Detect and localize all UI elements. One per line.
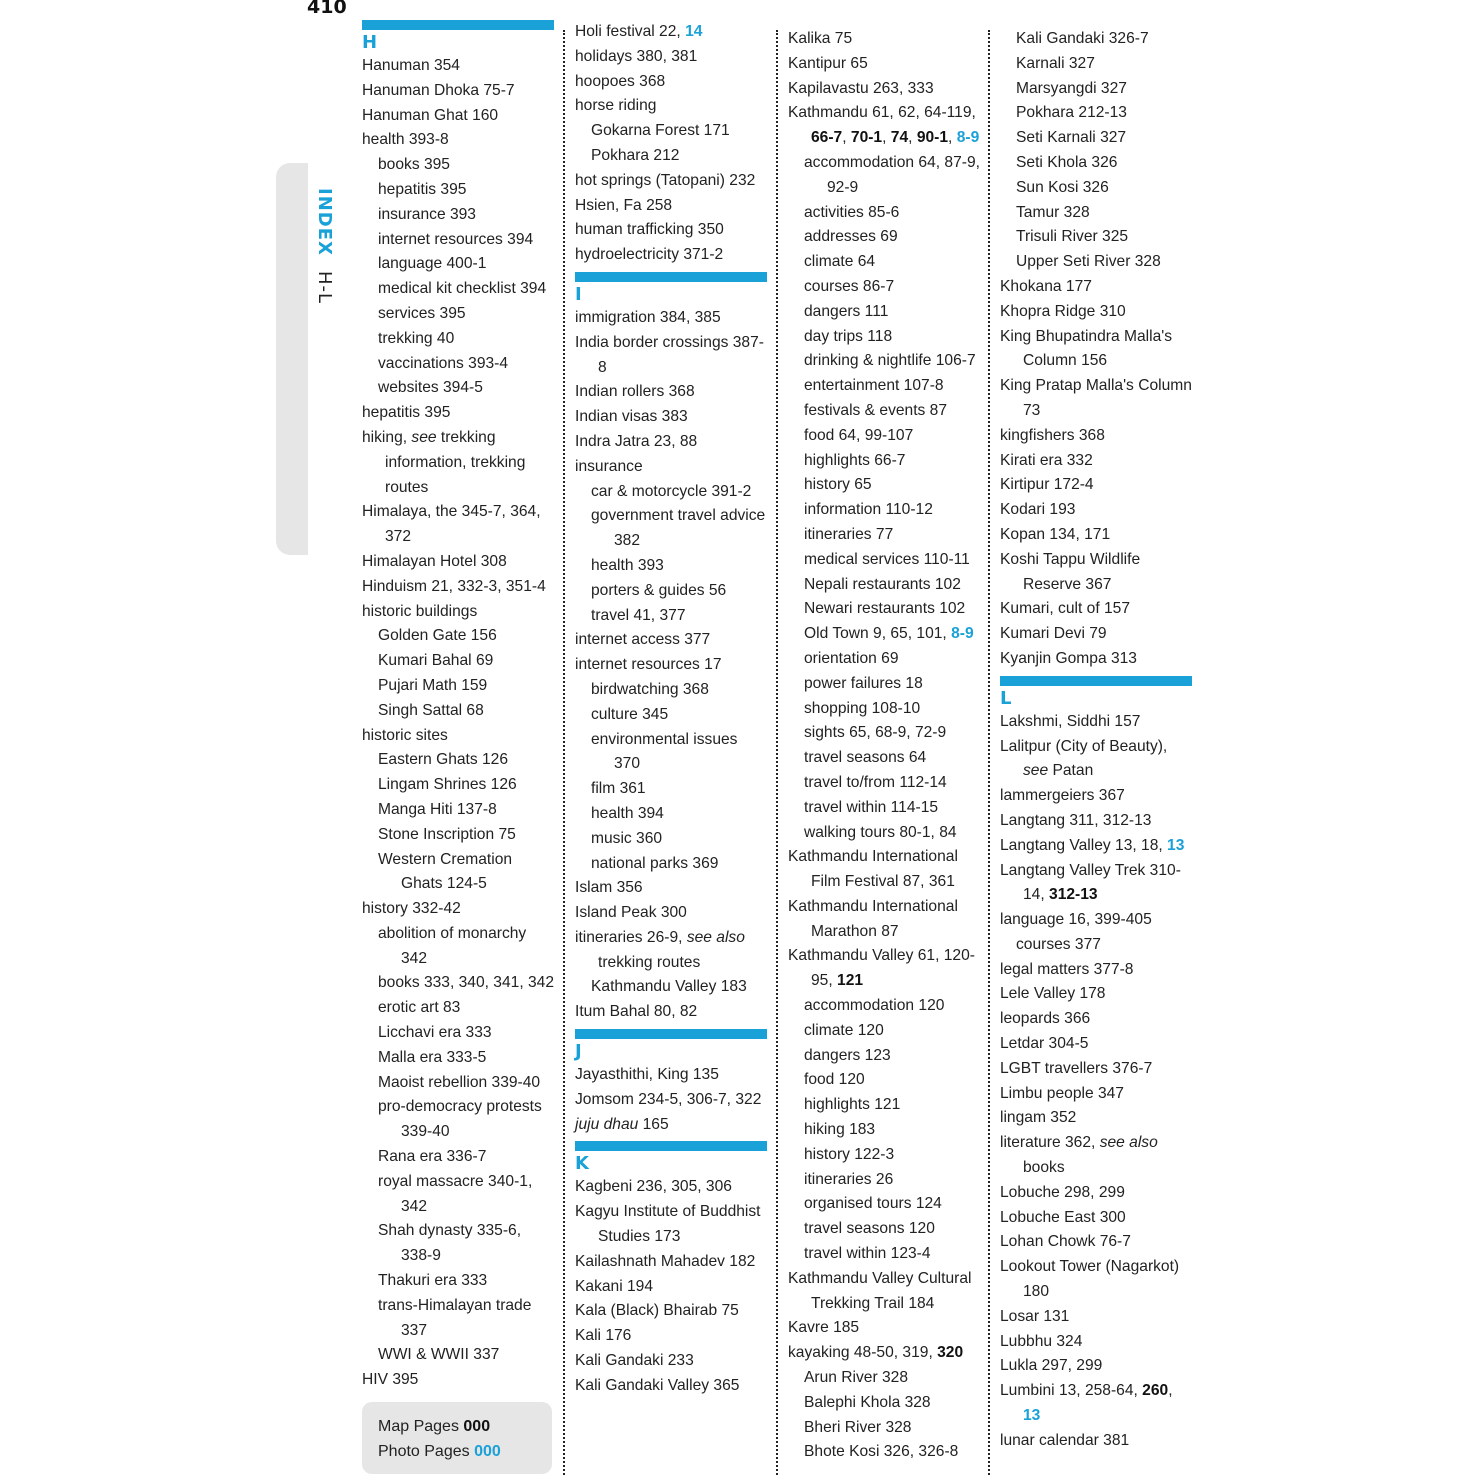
entries [1000, 20, 1192, 1454]
index-subentry: culture 345 [591, 705, 669, 723]
index-entry: insurance [575, 457, 643, 475]
index-subentry: services 395 [378, 304, 466, 322]
index-entry: Kathmandu International Marathon 87 [788, 897, 958, 940]
index-entry: Kala (Black) Bhairab 75 [575, 1302, 739, 1320]
index-range: H-L [314, 271, 335, 305]
index-subentry: Marsyangdi 327 [1016, 79, 1127, 97]
index-entry: itineraries 26-9, see also trekking routes [575, 928, 745, 971]
index-entry: hydroelectricity 371-2 [575, 246, 724, 264]
index-subentry: websites 394-5 [378, 379, 483, 397]
index-entry: Lumbini 13, 258-64, 260, 13 [1000, 1382, 1173, 1425]
index-subentry: Licchavi era 333 [378, 1024, 492, 1042]
index-subentry: porters & guides 56 [591, 581, 727, 599]
index-entry: Letdar 304-5 [1000, 1035, 1089, 1053]
entries [788, 20, 980, 1465]
index-entry: hot springs (Tatopani) 232 [575, 171, 756, 189]
index-entry: Jayasthithi, King 135 [575, 1066, 719, 1084]
index-subentry: health 393 [591, 556, 664, 574]
index-entry: Kathmandu International Film Festival 87, 361 [788, 848, 958, 891]
index-subentry: shopping 108-10 [804, 699, 921, 717]
index-subentry: Eastern Ghats 126 [378, 751, 509, 769]
index-entry: lingam 352 [1000, 1109, 1077, 1127]
index-subentry: insurance 393 [378, 205, 476, 223]
index-subentry: hiking 183 [804, 1121, 876, 1139]
index-subentry: addresses 69 [804, 228, 898, 246]
index-entry: HIV 395 [362, 1371, 419, 1389]
index-subentry: books 333, 340, 341, 342 [378, 974, 555, 992]
index-entry: Kumari, cult of 157 [1000, 600, 1131, 618]
entries [362, 20, 554, 1393]
index-subentry: government travel advice 382 [591, 507, 766, 550]
index-entry: Kavre 185 [788, 1319, 860, 1337]
index-subentry: organised tours 124 [804, 1195, 942, 1213]
section-l [1000, 676, 1192, 710]
index-entry: Kirati era 332 [1000, 451, 1093, 469]
index-entry: Lobuche 298, 299 [1000, 1183, 1125, 1201]
index-subentry: hepatitis 395 [378, 180, 467, 198]
index-subentry: Seti Khola 326 [1016, 153, 1118, 171]
index-side-tab [276, 163, 308, 555]
index-entry: Kumari Devi 79 [1000, 625, 1107, 643]
index-entry: historic buildings [362, 602, 478, 620]
index-subentry: Kali Gandaki 326-7 [1016, 30, 1149, 47]
section-letter: L [1000, 687, 1012, 709]
index-subentry: Nepali restaurants 102 [804, 575, 961, 593]
index-subentry: walking tours 80-1, 84 [804, 823, 957, 841]
index-subentry: trekking 40 [378, 329, 455, 347]
section-j [575, 1029, 767, 1063]
index-entry: Lele Valley 178 [1000, 985, 1106, 1003]
index-subentry: music 360 [591, 829, 663, 847]
index-subentry: Seti Karnali 327 [1016, 129, 1127, 147]
index-subentry: itineraries 77 [804, 525, 894, 543]
index-label: INDEX [314, 188, 335, 256]
index-subentry: Western Cremation Ghats 124-5 [378, 850, 513, 893]
index-entry: kayaking 48-50, 319, 320 [788, 1344, 964, 1362]
index-entry: Langtang 311, 312-13 [1000, 811, 1152, 829]
index-entry: Indra Jatra 23, 88 [575, 432, 698, 450]
index-subentry: Karnali 327 [1016, 54, 1095, 72]
index-subentry: erotic art 83 [378, 999, 461, 1017]
index-subentry: Gokarna Forest 171 [591, 122, 730, 140]
section-bar [1000, 676, 1192, 686]
index-entry: Langtang Valley Trek 310-14, 312-13 [1000, 861, 1181, 904]
index-subentry: birdwatching 368 [591, 680, 709, 698]
page-number: 410 [307, 0, 347, 18]
index-subentry: day trips 118 [804, 327, 893, 345]
index-entry: Lohan Chowk 76-7 [1000, 1233, 1131, 1251]
index-entry: Kopan 134, 171 [1000, 525, 1111, 543]
index-entry: Hanuman 354 [362, 57, 460, 74]
index-entry: hepatitis 395 [362, 404, 451, 422]
section-letter: K [575, 1153, 589, 1175]
index-subentry: activities 85-6 [804, 203, 900, 221]
legend-map-pages [378, 1414, 552, 1439]
index-entry: Lobuche East 300 [1000, 1208, 1126, 1226]
index-subentry: Kumari Bahal 69 [378, 652, 494, 670]
index-entry: historic sites [362, 726, 448, 744]
index-subentry: vaccinations 393-4 [378, 354, 509, 372]
index-subentry: highlights 121 [804, 1096, 901, 1114]
index-entry: Kali Gandaki Valley 365 [575, 1376, 740, 1394]
index-entry: Kantipur 65 [788, 54, 868, 72]
index-entry: Itum Bahal 80, 82 [575, 1003, 698, 1021]
index-subentry: food 64, 99-107 [804, 426, 914, 444]
index-entry: Indian visas 383 [575, 408, 688, 426]
index-subentry: power failures 18 [804, 674, 923, 692]
index-subentry: Malla era 333-5 [378, 1048, 487, 1066]
index-subentry: royal massacre 340-1, 342 [378, 1172, 533, 1215]
index-subentry: Balephi Khola 328 [804, 1393, 931, 1411]
index-entry: Kailashnath Mahadev 182 [575, 1252, 756, 1270]
index-subentry: medical kit checklist 394 [378, 280, 547, 298]
index-entry: Kali Gandaki 233 [575, 1352, 694, 1370]
index-subentry: Sun Kosi 326 [1016, 178, 1109, 196]
index-entry: Holi festival 22, 14 [575, 23, 703, 40]
index-entry: Lalitpur (City of Beauty), see Patan [1000, 737, 1168, 780]
section-bar [575, 1141, 767, 1151]
index-entry: Indian rollers 368 [575, 383, 695, 401]
index-column-1 [362, 20, 554, 1481]
index-entry: Kathmandu Valley 61, 120-95, 121 [788, 947, 975, 990]
index-entry: kingfishers 368 [1000, 426, 1105, 444]
index-entry: Kagyu Institute of Buddhist Studies 173 [575, 1203, 761, 1246]
index-entry: Jomsom 234-5, 306-7, 322 [575, 1090, 762, 1108]
legend-photo-value: 000 [474, 1443, 501, 1460]
index-entry: Himalaya, the 345-7, 364, 372 [362, 503, 541, 546]
index-entry: Kathmandu Valley Cultural Trekking Trail 184 [788, 1269, 972, 1312]
section-letter: H [362, 32, 378, 53]
index-subentry: sights 65, 68-9, 72-9 [804, 724, 947, 742]
index-column-2 [575, 20, 767, 1481]
index-subentry: Maoist rebellion 339-40 [378, 1073, 541, 1091]
index-entry: Langtang Valley 13, 18, 13 [1000, 836, 1185, 854]
index-subentry: climate 120 [804, 1021, 884, 1039]
index-side-tab-label [314, 188, 335, 304]
index-column-4 [1000, 20, 1192, 1481]
index-entry: King Bhupatindra Malla's Column 156 [1000, 327, 1173, 370]
section-i [575, 272, 767, 306]
index-entry: hiking, see trekking information, trekking routes [362, 428, 526, 496]
index-subentry: accommodation 120 [804, 997, 945, 1015]
index-entry: lunar calendar 381 [1000, 1431, 1130, 1449]
column-divider [563, 30, 565, 1475]
index-subentry: Golden Gate 156 [378, 627, 497, 645]
index-entry: leopards 366 [1000, 1010, 1091, 1028]
legend-map-value: 000 [463, 1418, 491, 1435]
section-letter: I [575, 283, 582, 305]
index-column-3 [788, 20, 980, 1481]
index-subentry: Rana era 336-7 [378, 1148, 487, 1166]
index-subentry: Trisuli River 325 [1016, 228, 1129, 246]
index-entry: Hsien, Fa 258 [575, 196, 673, 214]
entries [575, 20, 767, 1399]
index-subentry: dangers 111 [804, 302, 889, 320]
index-entry: internet access 377 [575, 631, 711, 649]
index-subentry: orientation 69 [804, 649, 899, 667]
index-entry: human trafficking 350 [575, 221, 724, 239]
index-subentry: books 395 [378, 156, 450, 174]
index-subentry: car & motorcycle 391-2 [591, 482, 752, 500]
index-subentry: Thakuri era 333 [378, 1272, 488, 1290]
index-subentry: entertainment 107-8 [804, 377, 944, 395]
index-entry: Lookout Tower (Nagarkot) 180 [1000, 1258, 1180, 1301]
index-subentry: travel within 114-15 [804, 798, 939, 816]
index-subentry: Bhote Kosi 326, 326-8 [804, 1443, 959, 1461]
index-entry: Khokana 177 [1000, 277, 1092, 295]
index-subentry: Upper Seti River 328 [1016, 253, 1161, 271]
section-letter: J [575, 1041, 582, 1063]
index-entry: hoopoes 368 [575, 72, 666, 90]
index-subentry: travel to/from 112-14 [804, 773, 947, 791]
index-subentry: Pokhara 212 [591, 146, 680, 164]
index-entry: immigration 384, 385 [575, 308, 721, 326]
index-entry: Kali 176 [575, 1327, 632, 1345]
index-subentry: travel seasons 120 [804, 1220, 935, 1238]
index-subentry: drinking & nightlife 106-7 [804, 352, 976, 370]
index-subentry: travel 41, 377 [591, 606, 686, 624]
index-entry: Kodari 193 [1000, 501, 1076, 519]
index-subentry: Pokhara 212-13 [1016, 104, 1127, 122]
index-entry: Losar 131 [1000, 1307, 1070, 1325]
index-subentry: travel within 123-4 [804, 1245, 931, 1263]
index-entry: Lukla 297, 299 [1000, 1357, 1103, 1375]
index-subentry: Shah dynasty 335-6, 338-9 [378, 1222, 522, 1265]
index-entry: Kirtipur 172-4 [1000, 476, 1094, 494]
column-divider [988, 30, 990, 1475]
index-entry: lammergeiers 367 [1000, 787, 1125, 805]
index-entry: Kakani 194 [575, 1277, 654, 1295]
index-subentry: itineraries 26 [804, 1170, 894, 1188]
index-entry: history 332-42 [362, 900, 461, 918]
index-entry: Kalika 75 [788, 30, 853, 47]
index-entry: legal matters 377-8 [1000, 960, 1134, 978]
index-subentry: Tamur 328 [1016, 203, 1090, 221]
index-entry: King Pratap Malla's Column 73 [1000, 377, 1192, 419]
index-entry: holidays 380, 381 [575, 47, 698, 65]
page-legend [362, 1402, 552, 1474]
index-subentry: national parks 369 [591, 854, 719, 872]
index-entry: horse riding [575, 97, 657, 115]
index-subentry: environmental issues 370 [591, 730, 738, 773]
index-subentry: internet resources 394 [378, 230, 534, 248]
section-bar [575, 1029, 767, 1039]
legend-photo-label: Photo Pages [378, 1443, 475, 1460]
index-subentry: courses 377 [1016, 935, 1101, 953]
index-entry: internet resources 17 [575, 656, 722, 674]
index-entry: Lakshmi, Siddhi 157 [1000, 712, 1141, 730]
section-h [362, 20, 554, 54]
section-bar [575, 272, 767, 282]
legend-photo-pages [378, 1439, 552, 1464]
index-subentry: history 65 [804, 476, 872, 494]
index-subentry: Pujari Math 159 [378, 676, 488, 694]
index-subentry: Bheri River 328 [804, 1418, 912, 1436]
index-entry: Hanuman Dhoka 75-7 [362, 81, 515, 99]
index-entry: health 393-8 [362, 131, 449, 149]
index-entry: Kathmandu 61, 62, 64-119, 66-7, 70-1, 74, 90-1, 8-9 [788, 104, 980, 147]
index-entry: LGBT travellers 376-7 [1000, 1059, 1153, 1077]
index-subentry: trans-Himalayan trade 337 [378, 1296, 532, 1339]
index-subentry: courses 86-7 [804, 277, 895, 295]
index-subentry: Singh Sattal 68 [378, 701, 484, 719]
index-subentry: history 122-3 [804, 1145, 895, 1163]
index-subentry: Stone Inscription 75 [378, 825, 516, 843]
index-entry: Islam 356 [575, 879, 643, 897]
index-subentry: dangers 123 [804, 1046, 891, 1064]
index-entry: juju dhau 165 [575, 1115, 669, 1133]
index-subentry: food 120 [804, 1071, 865, 1089]
index-entry: Koshi Tappu Wildlife Reserve 367 [1000, 550, 1141, 593]
index-entry: Hinduism 21, 332-3, 351-4 [362, 577, 546, 595]
index-subentry: highlights 66-7 [804, 451, 906, 469]
index-entry: Kapilavastu 263, 333 [788, 79, 934, 97]
index-subentry: Arun River 328 [804, 1369, 909, 1387]
index-subentry: accommodation 64, 87-9, 92-9 [804, 153, 980, 196]
index-entry: language 16, 399-405 [1000, 911, 1152, 929]
index-subentry: Old Town 9, 65, 101, 8-9 [804, 625, 974, 643]
column-divider [776, 30, 778, 1475]
section-bar [362, 20, 554, 30]
index-subentry: language 400-1 [378, 255, 487, 273]
index-subentry: travel seasons 64 [804, 749, 927, 767]
index-subentry: information 110-12 [804, 501, 933, 519]
index-subentry: Manga Hiti 137-8 [378, 800, 497, 818]
index-entry: Khopra Ridge 310 [1000, 302, 1126, 320]
index-subentry: health 394 [591, 804, 664, 822]
index-subentry: pro-democracy protests 339-40 [378, 1098, 542, 1141]
index-entry: Kyanjin Gompa 313 [1000, 649, 1137, 667]
index-entry: Hanuman Ghat 160 [362, 106, 499, 124]
index-entry: Himalayan Hotel 308 [362, 552, 507, 570]
index-subentry: abolition of monarchy 342 [378, 924, 527, 967]
index-subentry: climate 64 [804, 253, 876, 271]
index-entry: literature 362, see also books [1000, 1134, 1158, 1177]
index-subentry: Lingam Shrines 126 [378, 776, 517, 794]
index-subentry: medical services 110-11 [804, 550, 970, 568]
legend-map-label: Map Pages [378, 1418, 464, 1435]
index-entry: India border crossings 387-8 [575, 333, 764, 376]
index-entry: Island Peak 300 [575, 904, 687, 922]
index-subentry: Newari restaurants 102 [804, 600, 966, 618]
index-entry: Limbu people 347 [1000, 1084, 1124, 1102]
index-subentry: WWI & WWII 337 [378, 1346, 500, 1364]
index-entry: Kagbeni 236, 305, 306 [575, 1178, 732, 1196]
index-entry: Lubbhu 324 [1000, 1332, 1083, 1350]
section-k [575, 1141, 767, 1175]
index-subentry: Kathmandu Valley 183 [591, 978, 747, 996]
index-subentry: film 361 [591, 780, 646, 798]
index-subentry: festivals & events 87 [804, 401, 948, 419]
